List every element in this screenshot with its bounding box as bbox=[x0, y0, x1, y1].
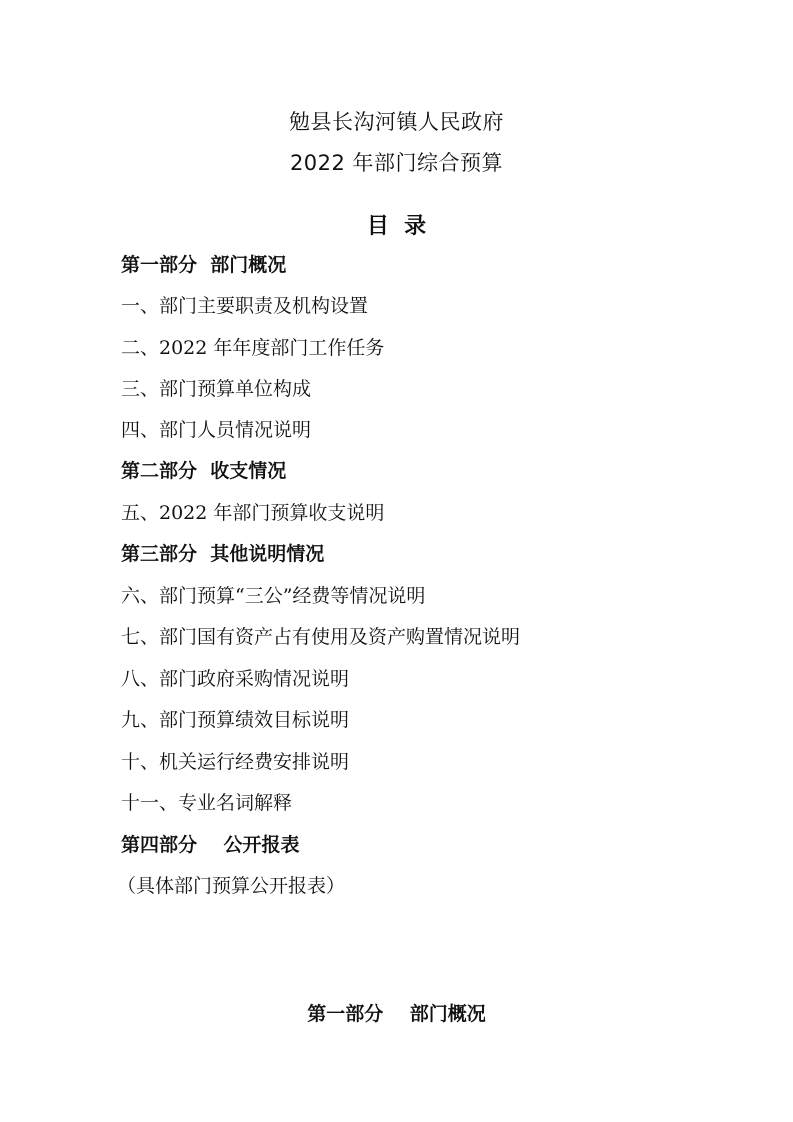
part-one-heading: 第一部分 部门概况 bbox=[307, 1003, 486, 1025]
toc-item-4: 四、部门人员情况说明 bbox=[121, 419, 312, 441]
toc-item-8: 八、部门政府采购情况说明 bbox=[121, 668, 350, 690]
toc-item-11: 十一、专业名词解释 bbox=[121, 792, 293, 814]
toc-item-3: 三、部门预算单位构成 bbox=[121, 378, 312, 400]
toc-heading: 目 录 bbox=[366, 214, 427, 239]
document-title-line2: 2022 年部门综合预算 bbox=[289, 151, 504, 175]
toc-section-part-1: 第一部分 部门概况 bbox=[121, 254, 287, 276]
toc-item-5: 五、2022 年部门预算收支说明 bbox=[121, 502, 385, 524]
toc-item-9: 九、部门预算绩效目标说明 bbox=[121, 709, 350, 731]
toc-item-6: 六、部门预算“三公”经费等情况说明 bbox=[121, 585, 426, 607]
toc-item-10: 十、机关运行经费安排说明 bbox=[121, 751, 350, 773]
toc-note-reports: （具体部门预算公开报表） bbox=[117, 875, 346, 897]
toc-item-2: 二、2022 年年度部门工作任务 bbox=[121, 337, 385, 359]
toc-item-1: 一、部门主要职责及机构设置 bbox=[121, 295, 369, 317]
toc-section-part-3: 第三部分 其他说明情况 bbox=[121, 543, 325, 565]
toc-section-part-2: 第二部分 收支情况 bbox=[121, 460, 287, 482]
toc-item-7: 七、部门国有资产占有使用及资产购置情况说明 bbox=[121, 626, 521, 648]
toc-section-part-4: 第四部分 公开报表 bbox=[121, 834, 300, 856]
document-title-line1: 勉县长沟河镇人民政府 bbox=[289, 110, 504, 134]
